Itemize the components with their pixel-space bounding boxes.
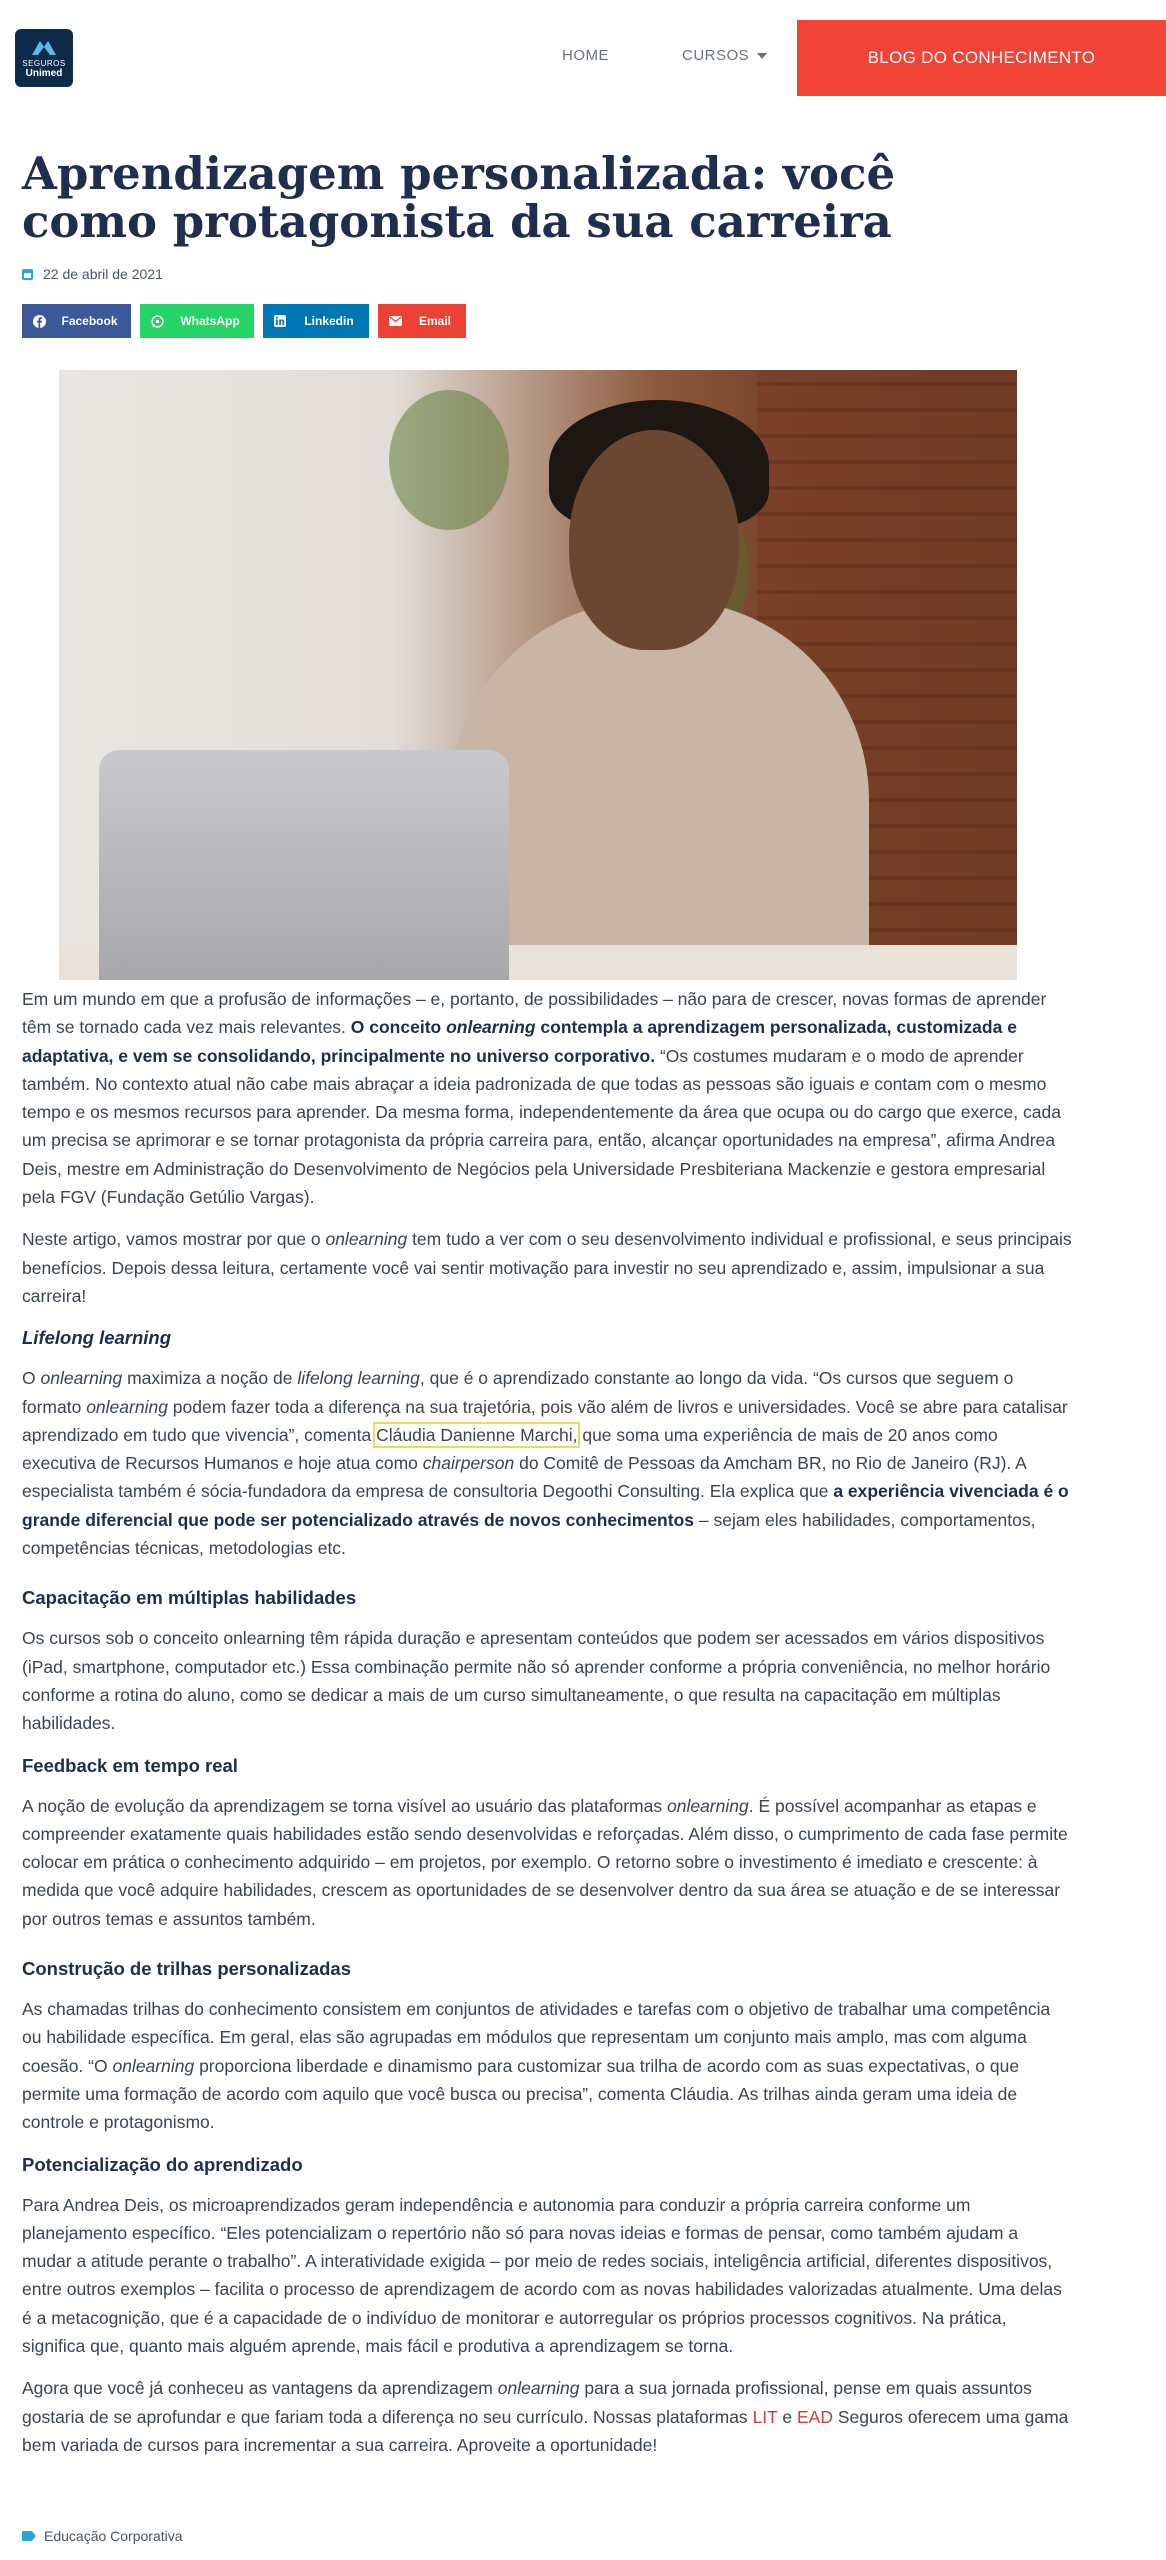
paragraph: Agora que você já conheceu as vantagens da aprendizagem onlearning para a sua jornada profissional, pense em quais assuntos gostaria de se aprofundar e que fariam toda a diferença no seu currículo. Nossas plataformas LIT e EAD Seguros oferecem uma gama bem variada de cursos para incrementar a sua carreira. Aproveite a oportunidade! [22, 2378, 1069, 2455]
chevron-down-icon [757, 53, 767, 59]
article-body [22, 985, 1072, 2473]
nav-cursos-dropdown[interactable] [682, 47, 767, 64]
share-email-label: Email [418, 314, 451, 328]
category-tag-label: Educação Corporativa [44, 2528, 183, 2544]
section-heading-feedback: Feedback em tempo real [22, 1754, 238, 1776]
paragraph: As chamadas trilhas do conhecimento consistem em conjuntos de atividades e tarefas com o objetivo de trabalhar uma competência ou habilidade específica. Em geral, elas são agrupadas em módulos que representam um conjunto mais amplo, mas com alguma coesão. “O onlearning proporciona liberdade e dinamismo para customizar sua trilha de acordo com as suas expectativas, o que permite uma formação de acordo com aquilo que você busca ou precisa”, comenta Cláudia. As trilhas ainda geram uma ideia de controle e protagonismo. [22, 1999, 1051, 2133]
paragraph: A noção de evolução da aprendizagem se torna visível ao usuário das plataformas onlearning. É possível acompanhar as etapas e compreender exatamente quais habilidades estão sendo desenvolvidas e reforçadas. Além disso, o cumprimento de cada fase permite colocar em prática o conhecimento adquirido – em projetos, por exemplo. O retorno sobre o investimento é imediato e crescente: à medida que você adquire habilidades, crescem as oportunidades de se desenvolver dentro da sua área se atuação e de se interessar por outros temas e assuntos também. [22, 1795, 1068, 1929]
section-heading-capacitacao: Capacitação em múltiplas habilidades [22, 1587, 357, 1609]
tag-icon [22, 2531, 36, 2541]
linkedin-icon [263, 304, 297, 338]
seguros-unimed-logo[interactable] [15, 29, 73, 87]
article-hero-image [59, 370, 1017, 980]
post-date-text: 22 de abril de 2021 [43, 266, 163, 282]
section-heading-trilhas: Construção de trilhas personalizadas [22, 1958, 351, 1980]
paragraph: Para Andrea Deis, os microaprendizados geram independência e autonomia para conduzir a própria carreira conforme um planejamento específico. “Eles potencializam o repertório não só para novas ideias e formas de pensar, como também ajudam a mudar a atitude perante o trabalho”. A interatividade exigida – por meio de redes sociais, inteligência artificial, diferentes dispositivos, entre outros exemplos – facilita o processo de aprendizagem de acordo com as novas habilidades valorizadas atualmente. Uma delas é a metacognição, que é a capacidade de o indivíduo de monitorar e autorregular os próprios processos cognitivos. Na prática, significa que, quanto mais alguém aprende, mais fácil e produtiva a aprendizagem se torna. [22, 2194, 1062, 2356]
calendar-icon [22, 269, 33, 280]
highlighted-name[interactable]: Cláudia Danienne Marchi, [376, 1424, 578, 1445]
paragraph: Os cursos sob o conceito onlearning têm rápida duração e apresentam conteúdos que podem ser acessados em vários dispositivos (iPad, smartphone, computador etc.) Essa combinação permite não só aprender conforme a própria conveniência, no melhor horário conforme a rotina do aluno, como se dedicar a mais de um curso simultaneamente, o que resulta na capacitação em múltiplas habilidades. [22, 1628, 1051, 1734]
paragraph: O onlearning maximiza a noção de lifelong learning, que é o aprendizado constante ao longo da vida. “Os cursos que seguem o formato onlearning podem fazer toda a diferença na sua trajetória, pois vão além de livros e universidades. Você se abre para catalisar aprendizado em tudo que vivencia”, comenta Cláudia Danienne Marchi, que soma uma experiência de mais de 20 anos como executiva de Recursos Humanos e hoje atua como chairperson do Comitê de Pessoas da Amcham BR, no Rio de Janeiro (RJ). A especialista também é sócia-fundadora da empresa de consultoria Degoothi Consulting. Ela explica que a experiência vivenciada é o grande diferencial que pode ser potencializado através de novos conhecimentos – sejam eles habilidades, comportamentos, competências técnicas, metodologias etc. [22, 1368, 1069, 1559]
whatsapp-icon [140, 304, 174, 338]
paragraph: Em um mundo em que a profusão de informações – e, portanto, de possibilidades – não para de crescer, novas formas de aprender têm se tornado cada vez mais relevantes. O conceito onlearning contempla a aprendizagem personalizada, customizada e adaptativa, e vem se consolidando, principalmente no universo corporativo. “Os costumes mudaram e o modo de aprender também. No contexto atual não cabe mais abraçar a ideia padronizada de que todas as pessoas são iguais e contam com o mesmo tempo e os mesmos recursos para aprender. Da mesma forma, independentemente da área que ocupa ou do cargo que exerce, cada um precisa se aprimorar e se tornar protagonista da própria carreira para, então, alcançar oportunidades na empresa”, afirma Andrea Deis, mestre em Administração do Desenvolvimento de Negócios pela Universidade Presbiteriana Mackenzie e gestora empresarial pela FGV (Fundação Getúlio Vargas). [22, 989, 1061, 1208]
nav-home-link[interactable]: HOME [562, 47, 609, 64]
lit-link[interactable]: LIT [752, 2406, 778, 2427]
logo-text-unimed: Unimed [25, 68, 63, 79]
paragraph: Neste artigo, vamos mostrar por que o onlearning tem tudo a ver com o seu desenvolvimento individual e profissional, e seus principais benefícios. Depois dessa leitura, certamente você vai sentir motivação para investir no seu aprendizado e, assim, impulsionar a sua carreira! [22, 1229, 1072, 1306]
share-linkedin-button[interactable] [263, 304, 369, 338]
site-header [0, 0, 1166, 100]
nav-cursos-label: CURSOS [682, 47, 750, 64]
share-linkedin-label: Linkedin [304, 314, 354, 328]
logo-text-seguros: SEGUROS [22, 59, 66, 68]
share-facebook-button[interactable] [22, 304, 131, 338]
share-facebook-label: Facebook [61, 314, 118, 328]
post-date [22, 266, 163, 282]
facebook-icon [22, 304, 56, 338]
share-whatsapp-button[interactable] [140, 304, 254, 338]
ead-link[interactable]: EAD [797, 2406, 833, 2427]
share-whatsapp-label: WhatsApp [180, 314, 240, 328]
category-tag[interactable] [22, 2528, 183, 2544]
envelope-icon [378, 304, 412, 338]
logo-mark-icon [28, 37, 60, 57]
nav-blog-button[interactable]: BLOG DO CONHECIMENTO [797, 20, 1166, 96]
section-heading-potencializacao: Potencialização do aprendizado [22, 2153, 303, 2175]
page-title: Aprendizagem personalizada: você como protagonista da sua carreira [22, 147, 896, 248]
section-heading-lifelong-learning: Lifelong learning [22, 1327, 172, 1349]
share-email-button[interactable] [378, 304, 466, 338]
